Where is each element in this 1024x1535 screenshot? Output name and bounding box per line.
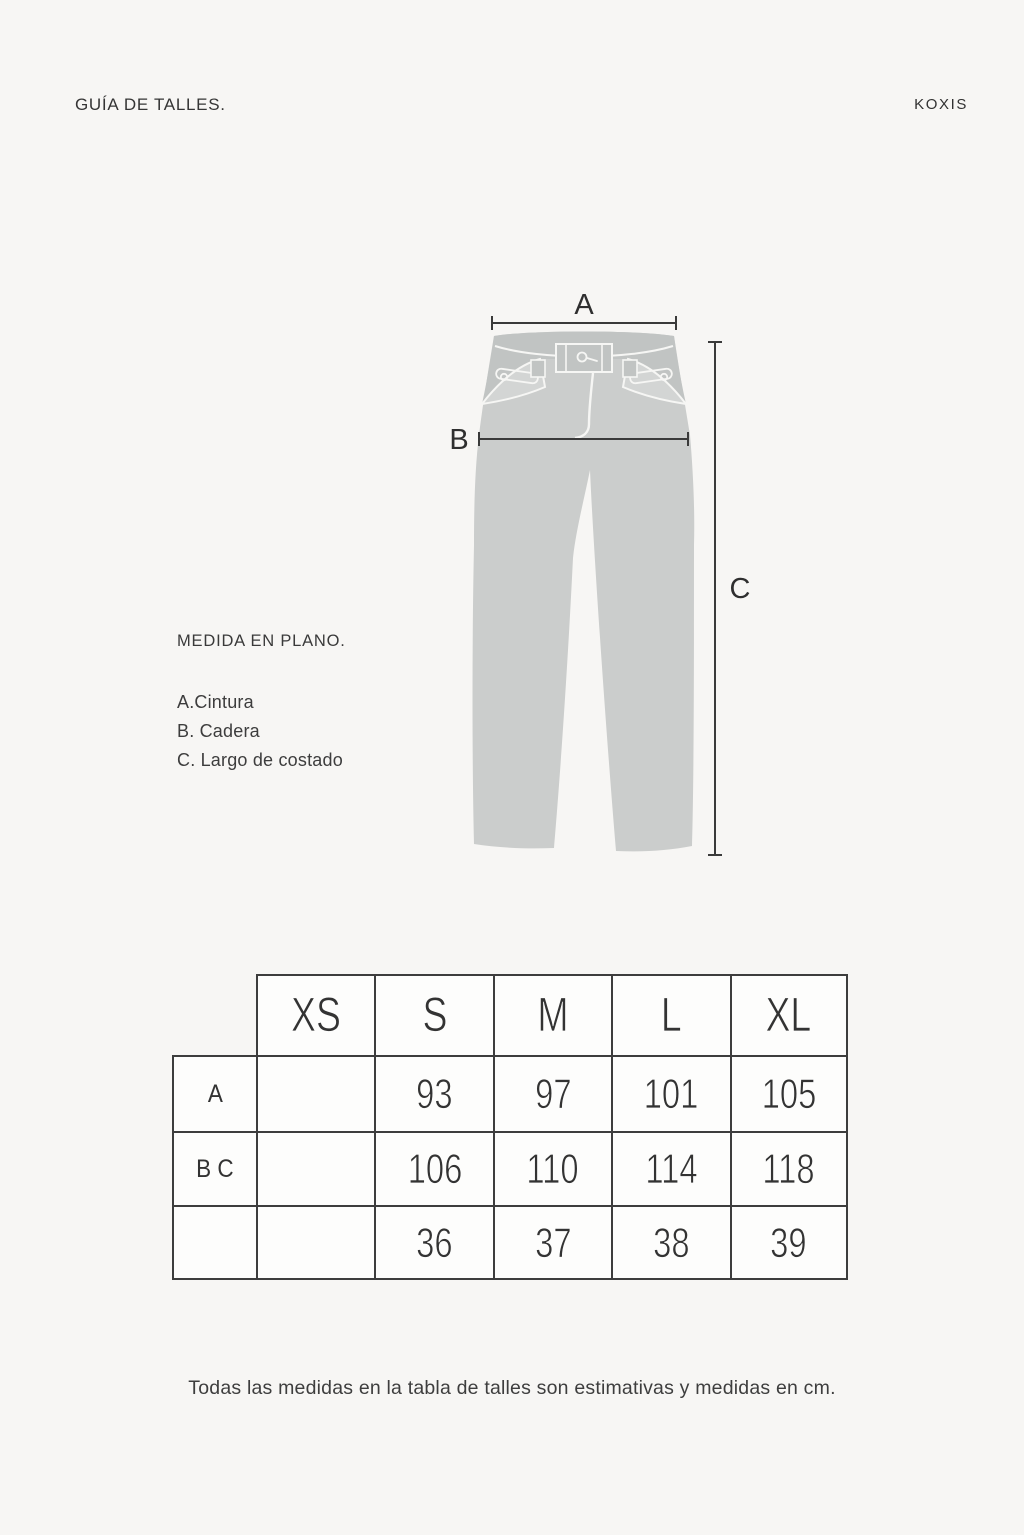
row-label-bc: B C [172, 1131, 256, 1205]
cell-a-s: 93 [374, 1055, 492, 1131]
size-col-header-xl: XL [730, 974, 848, 1055]
size-col-header-l: L [611, 974, 729, 1055]
dim-label-b: B [449, 424, 469, 456]
brand-logo: KOXIS [914, 96, 968, 113]
footer-note: Todas las medidas en la tabla de talles son estimativas y medidas en cm. [188, 1377, 836, 1399]
cell-3-l: 38 [611, 1205, 729, 1280]
cell-a-l: 101 [611, 1055, 729, 1131]
pants-silhouette [473, 332, 695, 852]
cell-a-m: 97 [493, 1055, 611, 1131]
cell-bc-xs [256, 1131, 374, 1205]
cell-bc-l: 114 [611, 1131, 729, 1205]
cell-bc-s: 106 [374, 1131, 492, 1205]
row-label-3 [172, 1205, 256, 1280]
measure-legend [177, 632, 346, 775]
size-col-header-m: M [493, 974, 611, 1055]
pants-measurement-diagram [440, 265, 770, 885]
legend-item-a: A.Cintura [177, 692, 254, 712]
legend-item-b: B. Cadera [177, 721, 260, 741]
size-col-header-s: S [374, 974, 492, 1055]
placket-box [556, 344, 612, 372]
cell-3-xs [256, 1205, 374, 1280]
cell-a-xl: 105 [730, 1055, 848, 1131]
dim-label-a: A [574, 289, 594, 321]
table-corner-spacer [172, 974, 256, 1055]
cell-3-xl: 39 [730, 1205, 848, 1280]
left-belt-loop [531, 360, 545, 377]
cell-bc-m: 110 [493, 1131, 611, 1205]
row-label-a: A [172, 1055, 256, 1131]
measure-title: MEDIDA EN PLANO. [177, 632, 346, 650]
legend-item-c: C. Largo de costado [177, 750, 343, 770]
page-title: GUÍA DE TALLES. [75, 95, 226, 114]
right-belt-loop [623, 360, 637, 377]
cell-3-m: 37 [493, 1205, 611, 1280]
cell-3-s: 36 [374, 1205, 492, 1280]
size-table [172, 974, 848, 1280]
cell-a-xs [256, 1055, 374, 1131]
size-col-header-xs: XS [256, 974, 374, 1055]
dim-label-c: C [729, 573, 751, 605]
cell-bc-xl: 118 [730, 1131, 848, 1205]
